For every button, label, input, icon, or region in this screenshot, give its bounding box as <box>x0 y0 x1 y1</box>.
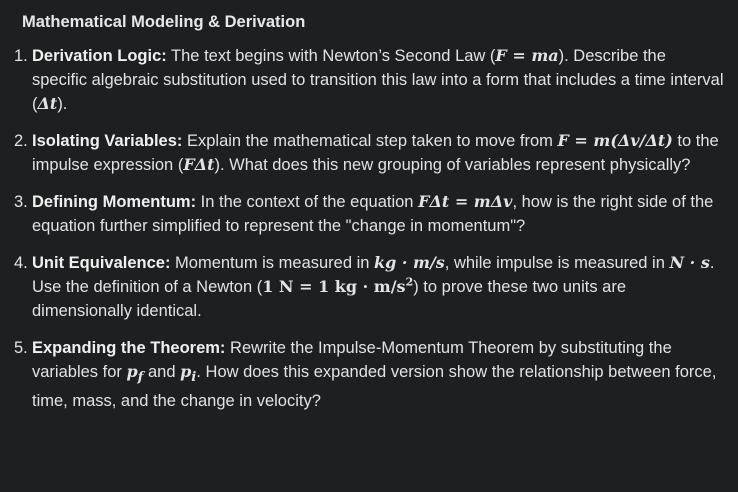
item-text: Rewrite the Impulse-Momentum Theorem by substituting the variables for <box>32 339 672 381</box>
item-number: 2. <box>14 132 28 150</box>
math-expression <box>262 277 413 296</box>
math-expression <box>180 362 197 386</box>
item-lead: Unit Equivalence: <box>32 254 171 272</box>
math-superscript: 2 <box>405 275 414 289</box>
item-number: 4. <box>14 254 28 272</box>
math-expression: kg · m/s <box>374 253 445 272</box>
item-body <box>32 129 724 177</box>
item-text: ). <box>57 95 68 113</box>
item-body <box>32 336 724 413</box>
math-subscript: f <box>137 369 144 386</box>
item-text: and <box>143 363 181 381</box>
math-base: p <box>126 362 138 381</box>
item-text: ). What does this new grouping of variables represent physically? <box>214 156 691 174</box>
math-base: 1 N = 1 kg · m/s <box>262 277 406 296</box>
math-expression: FΔt = mΔv <box>418 192 513 211</box>
question-item-1 <box>14 44 724 116</box>
item-text: Explain the mathematical step taken to move from <box>182 132 558 150</box>
math-expression: FΔt <box>183 155 215 174</box>
math-expression: Δt <box>37 94 58 113</box>
item-text: to the impulse expression ( <box>32 132 719 174</box>
item-text: The text begins with Newton’s Second Law ( <box>166 47 496 65</box>
question-item-5 <box>14 336 724 413</box>
item-number: 5. <box>14 339 28 357</box>
item-lead: Derivation Logic: <box>32 47 167 65</box>
section-heading: Mathematical Modeling & Derivation <box>22 13 306 31</box>
math-expression: N · s <box>669 253 710 272</box>
item-body <box>32 190 724 238</box>
item-number: 1. <box>14 47 28 65</box>
item-text: In the context of the equation <box>196 193 419 211</box>
item-text: ) to prove these two units are dimensionally identical. <box>32 278 626 320</box>
item-text: , while impulse is measured in <box>444 254 670 272</box>
item-text: . Use the definition of a Newton ( <box>32 254 715 296</box>
item-lead: Isolating Variables: <box>32 132 183 150</box>
question-item-4 <box>14 251 724 323</box>
math-base: p <box>180 362 192 381</box>
question-item-2 <box>14 129 724 177</box>
item-number: 3. <box>14 193 28 211</box>
item-body <box>32 251 724 323</box>
math-expression: F = m(Δv/Δt) <box>557 131 673 150</box>
math-expression <box>126 362 144 386</box>
item-lead: Defining Momentum: <box>32 193 197 211</box>
item-text: ). Describe the specific algebraic substitution used to transition this law into a form that includes a time interval ( <box>32 47 724 113</box>
item-lead: Expanding the Theorem: <box>32 339 226 357</box>
question-item-3 <box>14 190 724 238</box>
math-expression: F = ma <box>495 46 559 65</box>
item-text: . How does this expanded version show the relationship between force, time, mass, and the change in velocity? <box>32 363 717 411</box>
item-text: Momentum is measured in <box>170 254 375 272</box>
question-list <box>14 44 724 413</box>
item-text: , how is the right side of the equation further simplified to represent the "change in momentum"? <box>32 193 714 235</box>
item-body <box>32 44 724 116</box>
math-subscript: i <box>191 369 197 386</box>
